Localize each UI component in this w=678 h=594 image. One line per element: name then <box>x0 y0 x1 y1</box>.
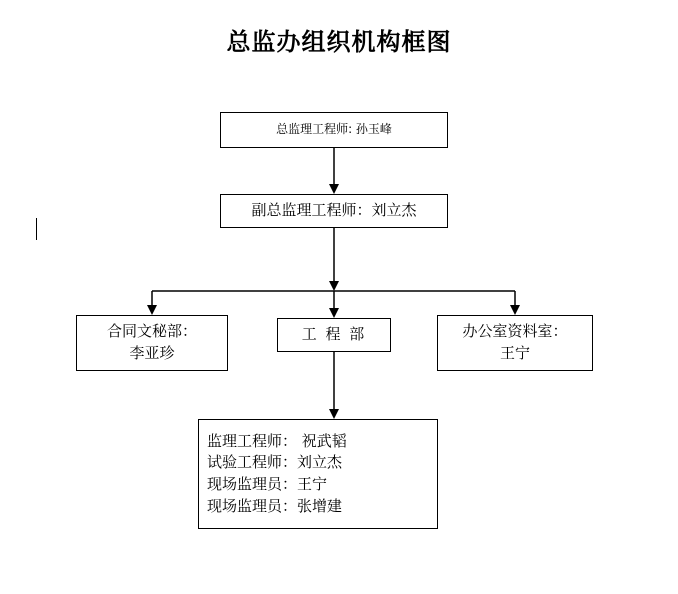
node-staff-line-3: 现场监理员：王宁 <box>207 475 328 493</box>
node-staff-line-2: 试验工程师：刘立杰 <box>207 453 343 472</box>
node-staff-line-4: 现场监理员：张增建 <box>207 496 343 515</box>
node-deputy <box>220 194 448 228</box>
stray-mark <box>36 218 37 240</box>
node-office-archive <box>437 315 593 371</box>
node-staff-list <box>198 419 438 529</box>
node-contract-department <box>76 315 228 371</box>
node-contract-line-2: 李亚珍 <box>129 344 175 362</box>
node-director <box>220 112 448 148</box>
page-title: 总监办组织机构框图 <box>226 28 452 56</box>
node-staff-line-1: 监理工程师： 祝武韬 <box>207 431 347 450</box>
node-engineering-department <box>277 318 391 352</box>
node-deputy-line-1: 副总监理工程师：刘立杰 <box>251 201 417 220</box>
node-director-line-1: 总监理工程师: 孙玉峰 <box>276 122 392 137</box>
node-office-line-1: 办公室资料室： <box>462 322 568 341</box>
node-engineering-line-1: 工 程 部 <box>301 325 367 344</box>
node-contract-line-1: 合同文秘部： <box>106 322 197 341</box>
node-office-line-2: 王宁 <box>499 344 530 362</box>
